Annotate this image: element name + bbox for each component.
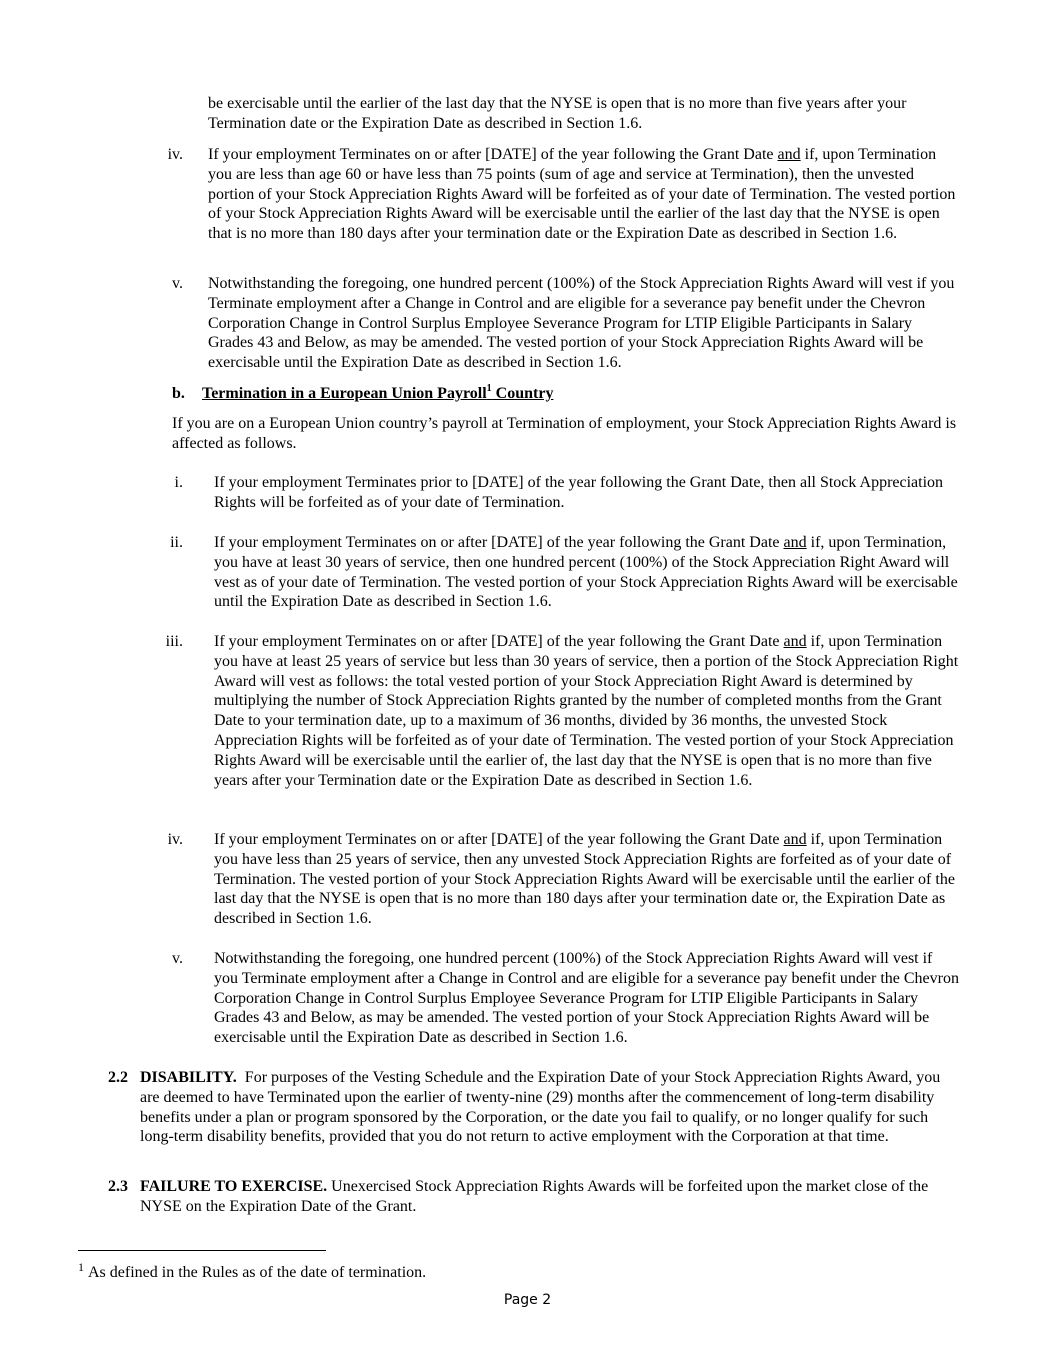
list-marker: iii. [165,633,183,650]
list-item: If your employment Terminates on or after [DATE] of the year following the Grant Date and if, upon Termination, you have at least 30 years of service, then one hundred percent (100%) of the Stock Appreciation Right Award will vest as of your date of Termination. The vested portion of your Stock Appreciation Rights Award will be exercisable until the Expiration Date as described in Section 1.6. [214,534,958,611]
section-heading: FAILURE TO EXERCISE. [140,1178,328,1195]
list-marker: iv. [167,831,183,848]
list-item: Notwithstanding the foregoing, one hundred percent (100%) of the Stock Appreciation Rights Award will vest if you Terminate employment after a Change in Control and are eligible for a severance pay benefit under the Chevron Corporation Change in Control Surplus Employee Severance Program for LTIP Eligible Participants in Salary Grades 43 and Below, as may be amended. The vested portion of your Stock Appreciation Rights Award will be exercisable until the Expiration Date as described in Section 1.6. [214,950,959,1047]
section-failure-to-exercise: FAILURE TO EXERCISE. Unexercised Stock Appreciation Rights Awards will be forfeited upon the market close of the NYSE on the Expiration Date of the Grant. [140,1178,929,1215]
footnote-reference: 1 [486,382,492,394]
list-item: Notwithstanding the foregoing, one hundred percent (100%) of the Stock Appreciation Rights Award will vest if you Terminate employment after a Change in Control and are eligible for a severance pay benefit under the Chevron Corporation Change in Control Surplus Employee Severance Program for LTIP Eligible Participants in Salary Grades 43 and Below, as may be amended. The vested portion of your Stock Appreciation Rights Award will be exercisable until the Expiration Date as described in Section 1.6. [208,275,955,372]
footnote-mark: 1 [78,1260,84,1274]
list-item: If your employment Terminates on or after [DATE] of the year following the Grant Date and if, upon Termination you have less than 25 years of service, then any unvested Stock Appreciation Rights are forfeited as of your date of Termination. The vested portion of your Stock Appreciation Rights Award will be exercisable until the earlier of the last day that the NYSE is open that is no more than 180 days after your termination date or, the Expiration Date as described in Section 1.6. [214,831,955,928]
list-marker: iv. [167,146,183,163]
section-b-heading: Termination in a European Union Payroll$^1$ Country [202,382,554,402]
footnote [78,1260,427,1284]
list-item: If your employment Terminates prior to [DATE] of the year following the Grant Date, then all Stock Appreciation Rights will be forfeited as of your date of Termination. [214,474,944,511]
section-disability: DISABILITY. For purposes of the Vesting Schedule and the Expiration Date of your Stock Appreciation Rights Award, you are deemed to have Terminated upon the earlier of twenty-nine (29) months after the commencement of long-term disability benefits under a plan or program sponsored by the Corporation, or the date you fail to qualify, or no longer qualify for such long-term disability benefits, provided that you do not return to active employment with the Corporation at that time. [140,1069,941,1146]
page-number: Page 2 [503,1292,552,1308]
list-item: If your employment Terminates on or after [DATE] of the year following the Grant Date and if, upon Termination you are less than age 60 or have less than 75 points (sum of age and service at Termination), then the unvested portion of your Stock Appreciation Rights Award will be forfeited as of your date of Termination. The vested portion of your Stock Appreciation Rights Award will be exercisable until the earlier of the last day that the NYSE is open that is no more than 180 days after your termination date or the Expiration Date as described in Section 1.6. [208,146,956,243]
underlined-and: and [783,831,807,848]
section-heading: DISABILITY. [140,1069,237,1086]
footnote-divider [78,1250,326,1251]
section-number: 2.2 [108,1069,128,1086]
list-marker: v. [172,275,183,292]
underlined-and: and [783,633,807,650]
section-b-intro: If you are on a European Union country’s payroll at Termination of employment, your Stock Appreciation Rights Award is affected as follows. [172,415,957,452]
underlined-and: and [777,146,801,163]
list-marker: ii. [170,534,183,551]
section-number: 2.3 [108,1178,128,1195]
section-b-marker: b. [172,385,185,402]
underlined-and: and [783,534,807,551]
footnote-text: As defined in the Rules as of the date of termination. [88,1264,427,1281]
continuation-paragraph: be exercisable until the earlier of the last day that the NYSE is open that is no more than five years after your Termination date or the Expiration Date as described in Section 1.6. [208,95,907,132]
list-item: If your employment Terminates on or after [DATE] of the year following the Grant Date and if, upon Termination you have at least 25 years of service but less than 30 years of service, then a portion of the Stock Appreciation Right Award will vest as follows: the total vested portion of your Stock Appreciation Right Award is determined by multiplying the number of Stock Appreciation Rights granted by the number of completed months from the Grant Date to your termination date, up to a maximum of 36 months, divided by 36 months, the unvested Stock Appreciation Rights will be forfeited as of your date of Termination. The vested portion of your Stock Appreciation Rights Award will be exercisable until the earlier of, the last day that the NYSE is open that is no more than five years after your Termination date or the Expiration Date as described in Section 1.6. [214,633,959,789]
list-marker: i. [174,474,183,491]
list-marker: v. [172,950,183,967]
